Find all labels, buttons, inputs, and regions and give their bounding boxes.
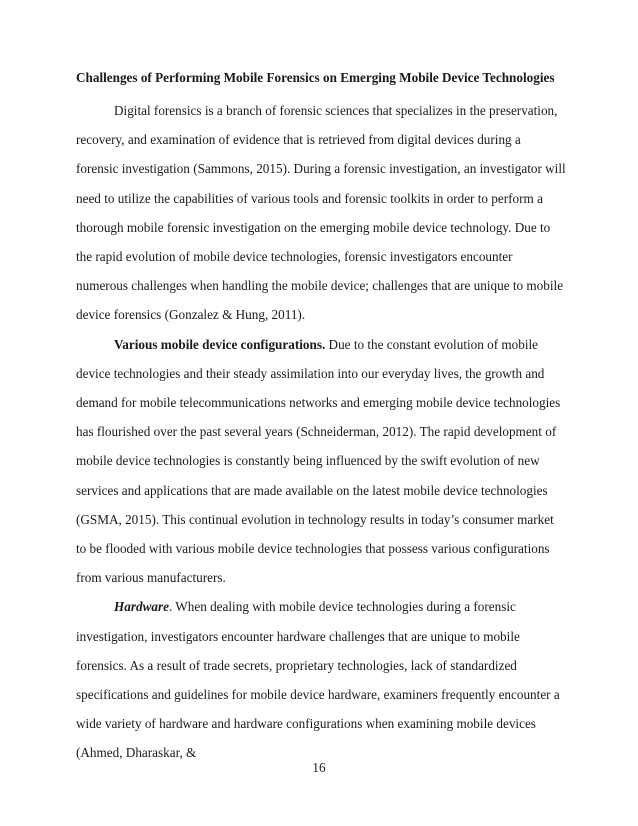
paragraph-text: Due to the constant evolution of mobile device technologies and their steady assimilation into our everyday lives, the growth and demand for mobile telecommunications networks and emerging mobile device technologies has flourished over the past several years (Schneiderman, 2012). The rapid development of mobile device technologies is constantly being influenced by the swift evolution of new services and applications that are made available on the latest mobile device technologies (GSMA, 2015). This continual evolution in technology results in today’s consumer market to be flooded with various mobile device technologies that possess various configurations from various manufacturers. bbox=[76, 336, 561, 586]
paragraph-digital-forensics bbox=[76, 96, 566, 330]
paragraph-text: . When dealing with mobile device technologies during a forensic investigation, investigators encounter hardware challenges that are unique to mobile forensics. As a result of trade secrets, proprietary technologies, lack of standardized specifications and guidelines for mobile device hardware, examiners frequently encounter a wide variety of hardware and hardware configurations when examining mobile devices (Ahmed, Dharaskar, & bbox=[76, 599, 560, 761]
paragraph-device-configurations bbox=[76, 330, 566, 593]
page-number: 16 bbox=[312, 760, 326, 775]
paragraph-text: Digital forensics is a branch of forensic sciences that specializes in the preservation, recovery, and examination of evidence that is retrieved from digital devices during a forensic investigation (Sammons, 2015). During a forensic investigation, an investigator will need to utilize the capabilities of various tools and forensic toolkits in order to perform a thorough mobile forensic investigation on the emerging mobile device technology. Due to the rapid evolution of mobile device technologies, forensic investigators encounter numerous challenges when handling the mobile device; challenges that are unique to mobile device forensics (Gonzalez & Hung, 2011). bbox=[76, 103, 566, 323]
body-text bbox=[76, 96, 566, 768]
section-heading: Challenges of Performing Mobile Forensics on Emerging Mobile Device Technologies bbox=[76, 70, 555, 85]
paragraph-hardware bbox=[76, 592, 566, 767]
subheading-various-configurations: Various mobile device configurations. bbox=[114, 336, 326, 352]
subheading-hardware: Hardware bbox=[114, 599, 169, 615]
